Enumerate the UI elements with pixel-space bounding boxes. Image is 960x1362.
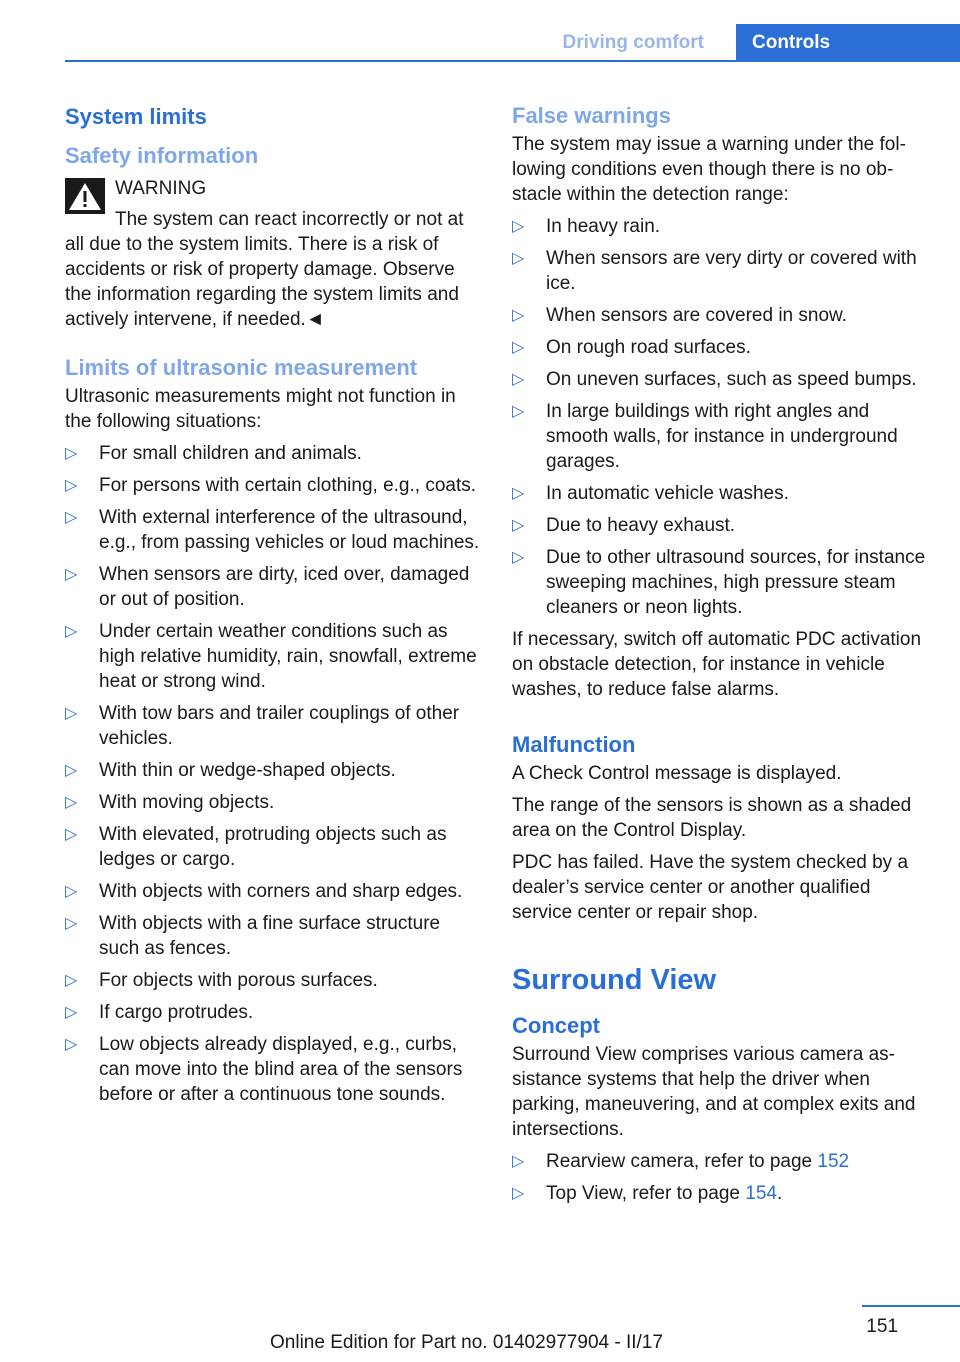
- triangle-bullet-icon: ▷: [65, 762, 78, 779]
- list-item-text: If cargo protrudes.: [99, 1002, 254, 1023]
- warning-body: The system can react incorrectly or not at all due to the system limits. There is a risk of accidents or risk of property damage. Observe the information regarding the system limits and actively intervene, if needed.◄: [65, 209, 464, 330]
- list-item: [65, 562, 483, 612]
- page-number: 151: [866, 1316, 898, 1337]
- list-item-text: On uneven surfaces, such as speed bumps.: [546, 369, 917, 390]
- left-column: [65, 100, 483, 1114]
- list-item: [65, 879, 483, 904]
- triangle-bullet-icon: ▷: [512, 218, 525, 235]
- list-item: [65, 790, 483, 815]
- triangle-bullet-icon: ▷: [512, 371, 525, 388]
- footer-rule: [862, 1305, 960, 1307]
- limits-list: [65, 441, 483, 1107]
- list-item-text: For persons with certain clothing, e.g., coats.: [99, 475, 477, 496]
- triangle-bullet-icon: ▷: [512, 517, 525, 534]
- page-header: [0, 0, 960, 62]
- triangle-bullet-icon: ▷: [512, 1185, 525, 1202]
- triangle-bullet-icon: ▷: [65, 972, 78, 989]
- list-item-text: Due to other ultrasound sources, for instance sweeping machines, high pressure steam cleaners or neon lights.: [546, 547, 926, 618]
- concept-text: Surround View comprises various camera assistance systems that help the driver when parking, maneuvering, and at complex exits and intersections.: [512, 1044, 916, 1140]
- list-item-text: With tow bars and trailer couplings of other vehicles.: [99, 703, 460, 749]
- triangle-bullet-icon: ▷: [512, 339, 525, 356]
- reference-text: Rearview camera, refer to page: [546, 1151, 818, 1172]
- heading-malfunction: Malfunction: [512, 732, 636, 757]
- list-item-text: In automatic vehicle washes.: [546, 483, 789, 504]
- page-link[interactable]: 154: [745, 1183, 777, 1204]
- list-item: [65, 911, 483, 961]
- false-warnings-note: If necessary, switch off automatic PDC activation on obstacle detection, for instance in vehicle washes, to reduce false alarms.: [512, 629, 922, 700]
- header-chapter-tab[interactable]: Controls: [736, 24, 960, 62]
- malfunction-text-2: The range of the sensors is shown as a shaded area on the Control Display.: [512, 795, 912, 841]
- list-item-text: Low objects already displayed, e.g., curbs, can move into the blind area of the sensors before or after a continuous tone sounds.: [99, 1034, 463, 1105]
- list-item-text: Due to heavy exhaust.: [546, 515, 736, 536]
- header-rule: [65, 60, 960, 62]
- list-item-text: With objects with a fine surface structure such as fences.: [99, 913, 441, 959]
- list-item: [65, 1000, 483, 1025]
- list-item: [512, 481, 932, 506]
- false-warnings-intro: The system may issue a warning under the following conditions even though there is no obstacle within the detection range:: [512, 134, 906, 205]
- list-item-text: When sensors are covered in snow.: [546, 305, 847, 326]
- triangle-bullet-icon: ▷: [65, 566, 78, 583]
- page-reference-list: [512, 1149, 932, 1206]
- list-item: [512, 1181, 932, 1206]
- list-item: [512, 246, 932, 296]
- heading-surround-view: Surround View: [512, 964, 717, 996]
- triangle-bullet-icon: ▷: [65, 883, 78, 900]
- triangle-bullet-icon: ▷: [512, 549, 525, 566]
- list-item-text: When sensors are very dirty or covered with ice.: [546, 248, 917, 294]
- list-item: [512, 1149, 932, 1174]
- warning-title: WARNING: [115, 178, 207, 199]
- triangle-bullet-icon: ▷: [512, 1153, 525, 1170]
- list-item: [65, 758, 483, 783]
- heading-false-warnings: False warnings: [512, 103, 671, 128]
- limits-intro: Ultrasonic measurements might not function in the following situations:: [65, 386, 456, 432]
- triangle-bullet-icon: ▷: [512, 403, 525, 420]
- list-item: [65, 473, 483, 498]
- malfunction-text-1: A Check Control message is displayed.: [512, 763, 842, 784]
- list-item-text: With objects with corners and sharp edges.: [99, 881, 463, 902]
- triangle-bullet-icon: ▷: [65, 826, 78, 843]
- triangle-bullet-icon: ▷: [65, 794, 78, 811]
- triangle-bullet-icon: ▷: [65, 705, 78, 722]
- list-item-text: For objects with porous surfaces.: [99, 970, 378, 991]
- list-item-text: On rough road surfaces.: [546, 337, 751, 358]
- list-item: [512, 545, 932, 620]
- list-item-text: For small children and animals.: [99, 443, 362, 464]
- reference-suffix: .: [776, 1183, 783, 1204]
- list-item-text: In heavy rain.: [546, 216, 661, 237]
- warning-block: [65, 176, 483, 332]
- list-item: [65, 441, 483, 466]
- list-item: [512, 214, 932, 239]
- reference-text: Top View, refer to page: [546, 1183, 746, 1204]
- triangle-bullet-icon: ▷: [65, 1004, 78, 1021]
- list-item: [65, 619, 483, 694]
- right-column: [512, 100, 932, 1213]
- triangle-bullet-icon: ▷: [512, 485, 525, 502]
- list-item: [512, 367, 932, 392]
- list-item: [65, 968, 483, 993]
- list-item-text: With external interference of the ultrasound, e.g., from passing vehicles or loud machines.: [99, 507, 480, 553]
- page-link[interactable]: 152: [817, 1151, 850, 1172]
- list-item: [65, 822, 483, 872]
- heading-concept: Concept: [512, 1013, 600, 1038]
- list-item: [512, 513, 932, 538]
- list-item-text: With thin or wedge-shaped objects.: [99, 760, 396, 781]
- list-item: [65, 505, 483, 555]
- triangle-bullet-icon: ▷: [65, 445, 78, 462]
- list-item-text: Under certain weather conditions such as high relative humidity, rain, snowfall, extreme heat or strong wind.: [99, 621, 477, 692]
- triangle-bullet-icon: ▷: [65, 477, 78, 494]
- heading-safety-information: Safety information: [65, 143, 259, 168]
- false-warnings-list: [512, 214, 932, 620]
- list-item-text: In large buildings with right angles and smooth walls, for instance in underground garages.: [546, 401, 898, 472]
- list-item: [512, 335, 932, 360]
- list-item: [65, 1032, 483, 1107]
- triangle-bullet-icon: ▷: [512, 307, 525, 324]
- list-item: [512, 303, 932, 328]
- list-item-text: When sensors are dirty, iced over, damaged or out of position.: [99, 564, 470, 610]
- heading-limits-ultrasonic: Limits of ultrasonic measurement: [65, 355, 418, 380]
- warning-triangle-icon: [65, 178, 105, 214]
- list-item-text: With elevated, protruding objects such as ledges or cargo.: [99, 824, 447, 870]
- triangle-bullet-icon: ▷: [512, 250, 525, 267]
- list-item: [512, 399, 932, 474]
- header-section-tab[interactable]: Driving comfort: [562, 32, 704, 53]
- triangle-bullet-icon: ▷: [65, 623, 78, 640]
- edition-footer: Online Edition for Part no. 01402977904 - II/17: [270, 1332, 663, 1353]
- triangle-bullet-icon: ▷: [65, 1036, 78, 1053]
- triangle-bullet-icon: ▷: [65, 915, 78, 932]
- triangle-bullet-icon: ▷: [65, 509, 78, 526]
- heading-system-limits: System limits: [65, 104, 207, 129]
- malfunction-text-3: PDC has failed. Have the system checked by a dealer’s service center or another qualified service center or repair shop.: [512, 852, 909, 923]
- list-item: [65, 701, 483, 751]
- list-item-text: With moving objects.: [99, 792, 275, 813]
